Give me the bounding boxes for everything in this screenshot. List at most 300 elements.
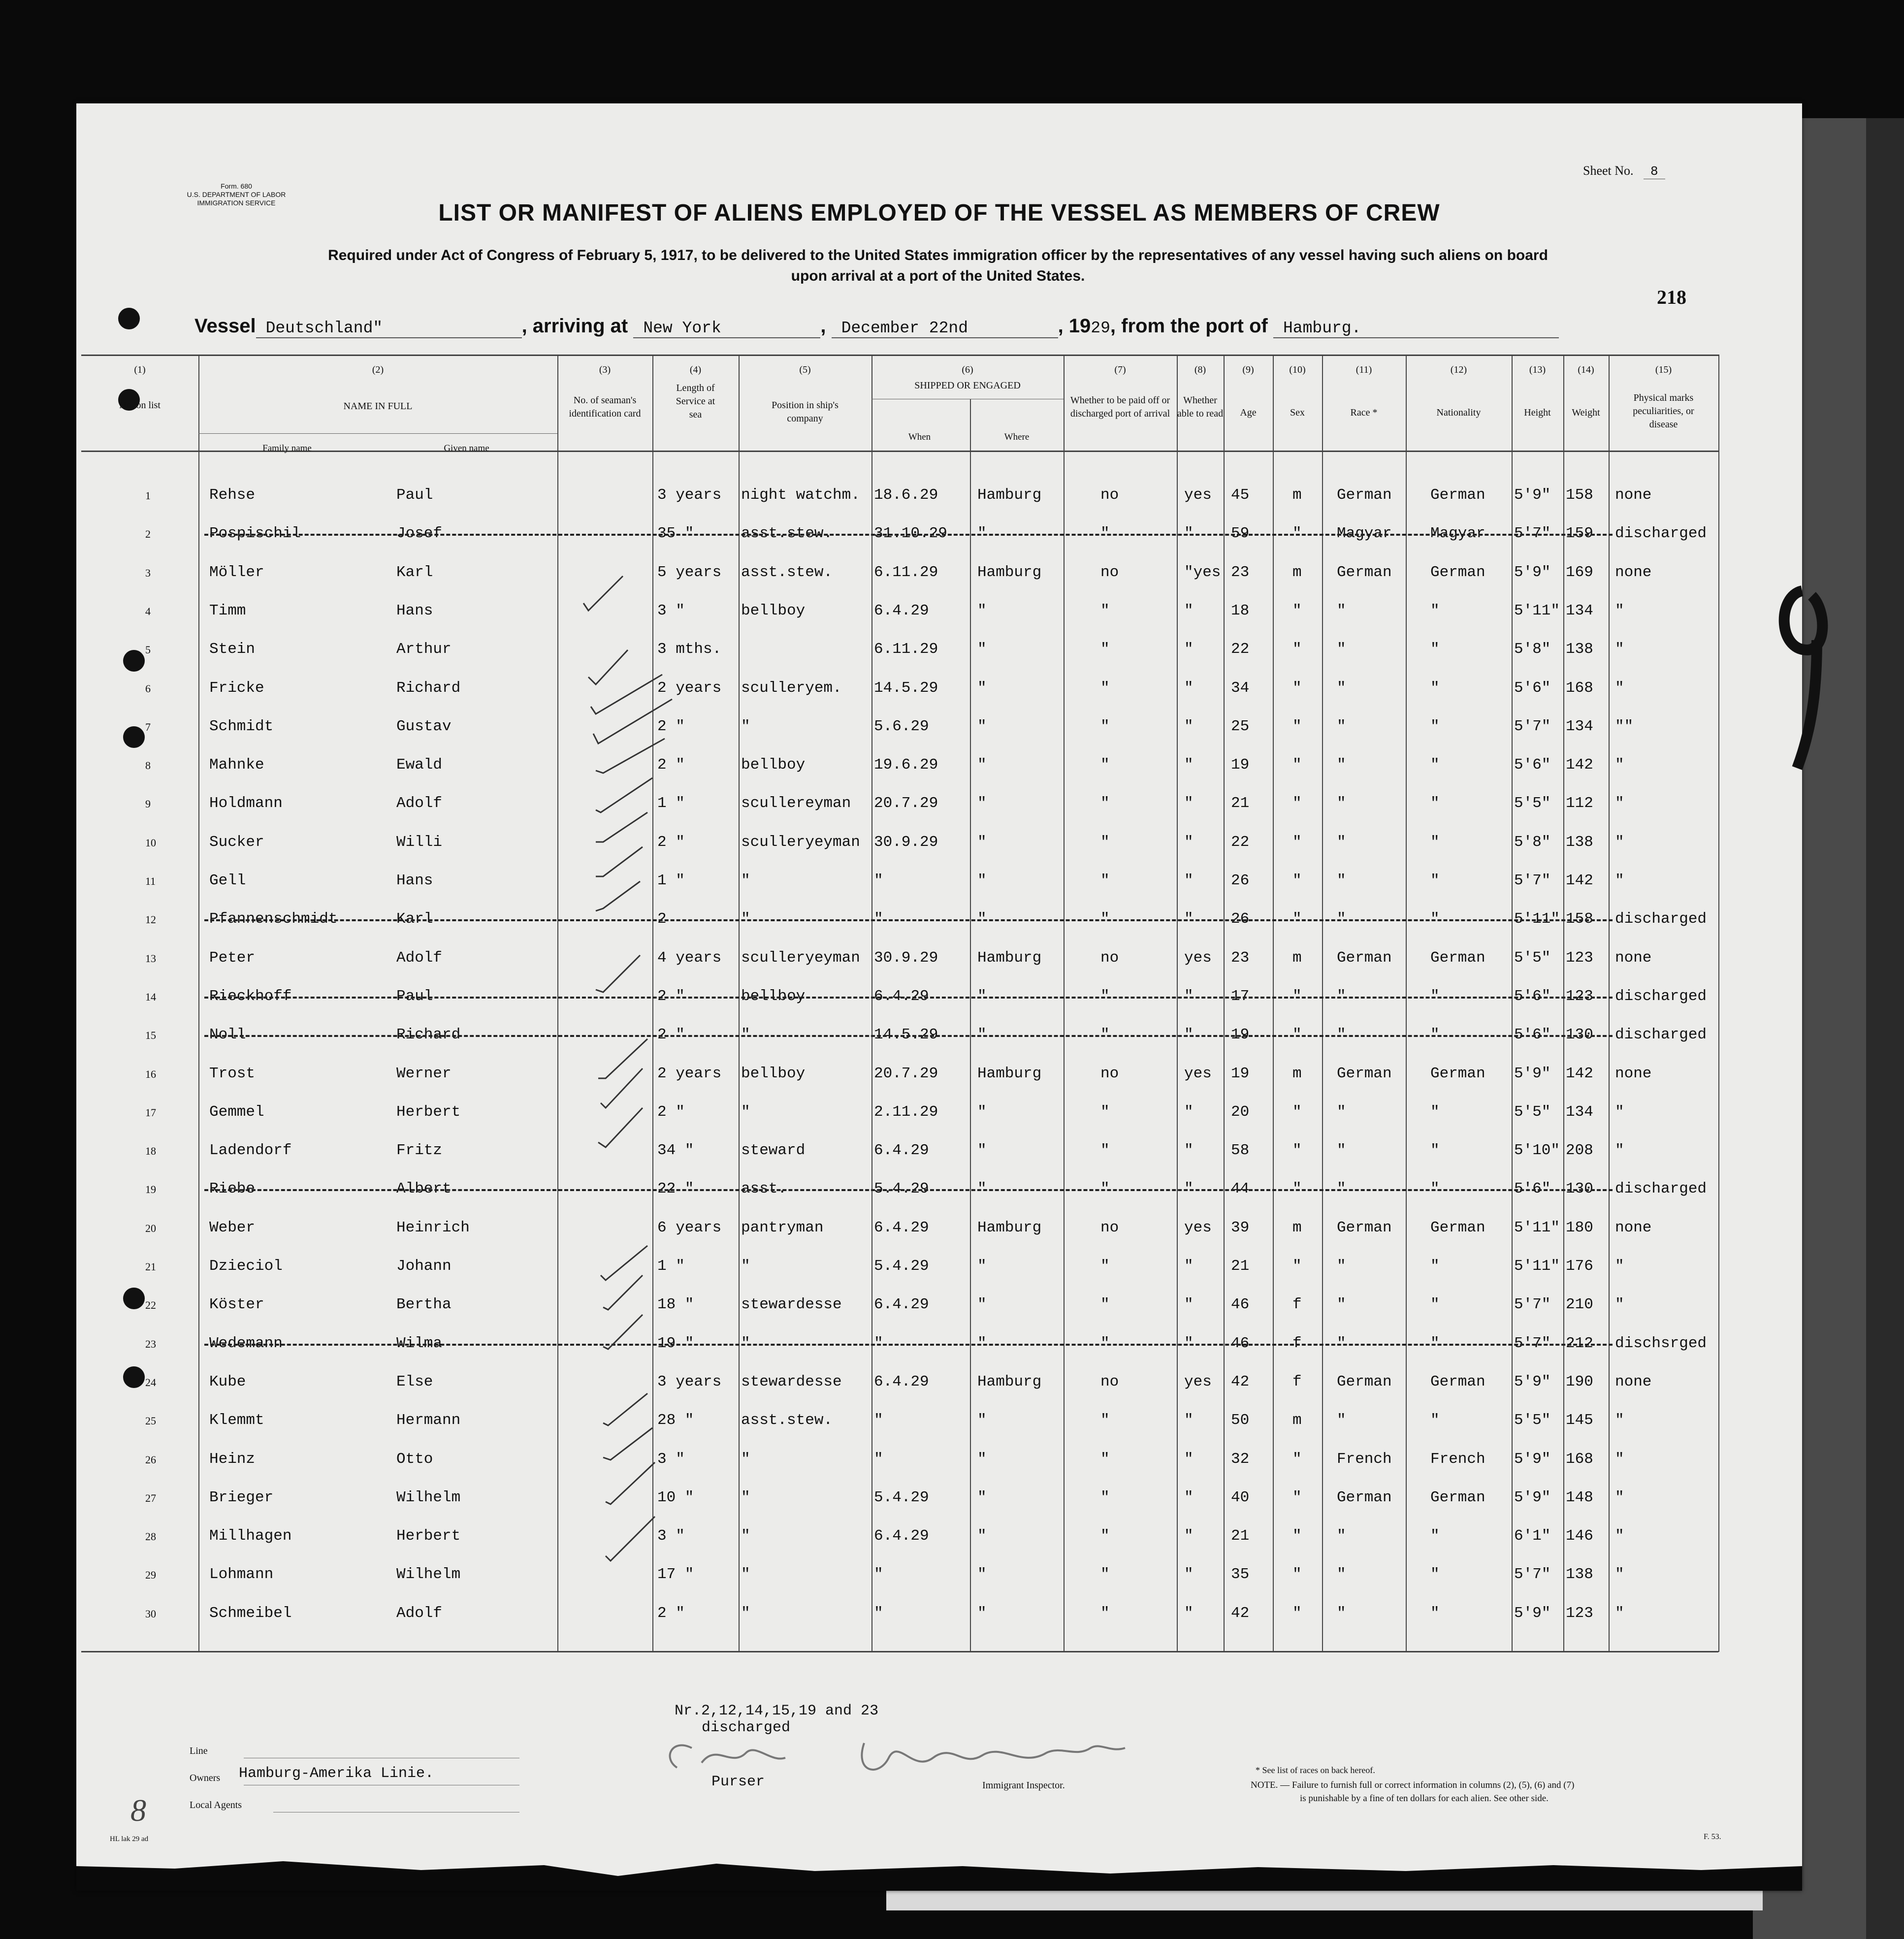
cell-height: 6'1"	[1514, 1527, 1551, 1545]
col-13-number: (13)	[1529, 364, 1546, 375]
cell-service: 22 "	[657, 1180, 694, 1198]
cell-age: 26	[1231, 872, 1250, 889]
table-row	[76, 863, 1802, 902]
cell-read: "	[1184, 872, 1194, 889]
cell-given: Adolf	[396, 949, 443, 967]
cell-given: Hans	[396, 872, 433, 889]
subheader-given-name: Given name	[444, 443, 489, 453]
cell-paid: "	[1100, 717, 1110, 735]
cell-given: Adolf	[396, 1604, 443, 1622]
cell-weight: 123	[1566, 1604, 1593, 1622]
cell-marks: "	[1615, 641, 1624, 658]
cell-height: 5'6"	[1514, 1180, 1551, 1198]
cell-when: 5.4.29	[874, 1258, 929, 1275]
cell-given: Johann	[396, 1258, 452, 1275]
cell-given: Gustav	[396, 717, 452, 735]
cell-race: "	[1337, 1026, 1346, 1044]
cell-service: 2 "	[657, 987, 685, 1005]
cell-where: "	[977, 1103, 987, 1121]
cell-race: "	[1337, 987, 1346, 1005]
table-row	[76, 1596, 1802, 1634]
cell-no: 6	[145, 682, 151, 695]
strikethrough-line	[204, 1189, 1613, 1193]
col-header-name: NAME IN FULL	[343, 401, 413, 412]
cell-race: "	[1337, 1604, 1346, 1622]
cell-race: "	[1337, 1334, 1346, 1352]
cell-when: 2.11.29	[874, 1103, 938, 1121]
cell-given: Karl	[396, 910, 433, 928]
cell-nationality: "	[1430, 679, 1440, 697]
cell-height: 5'11"	[1514, 910, 1560, 928]
from-label: , from the port of	[1110, 315, 1268, 337]
col-6-number: (6)	[962, 364, 973, 375]
form-code: F. 53.	[1704, 1833, 1721, 1841]
table-row	[76, 1519, 1802, 1557]
cell-marks: "	[1615, 1412, 1624, 1429]
cell-service: 1 "	[657, 1258, 685, 1275]
cell-service: 3 years	[657, 486, 722, 504]
cell-given: Albert	[396, 1180, 452, 1198]
cell-when: 14.5.29	[874, 679, 938, 697]
cell-where: "	[977, 1026, 987, 1044]
cell-no: 30	[145, 1607, 156, 1620]
cell-paid: "	[1100, 602, 1110, 619]
cell-where: "	[977, 833, 987, 851]
cell-family: Gemmel	[209, 1103, 264, 1121]
cell-position: pantryman	[741, 1219, 824, 1236]
cell-given: Arthur	[396, 641, 452, 658]
cell-no: 7	[145, 720, 151, 733]
cell-family: Lohmann	[209, 1566, 274, 1584]
cell-where: "	[977, 1566, 987, 1584]
cell-read: yes	[1184, 1065, 1212, 1082]
cell-family: Brieger	[209, 1488, 274, 1506]
cell-sex: m	[1292, 486, 1302, 504]
col-14-number: (14)	[1578, 364, 1594, 375]
cell-no: 9	[145, 798, 151, 810]
cell-age: 35	[1231, 1566, 1250, 1584]
cell-paid: "	[1100, 1026, 1110, 1044]
note-line-2: is punishable by a fine of ten dollars for each alien. See other side.	[1300, 1793, 1549, 1804]
cell-sex: m	[1292, 1065, 1302, 1082]
cell-read: "	[1184, 1488, 1194, 1506]
cell-service: 35 "	[657, 525, 694, 543]
cell-position: sculleryeyman	[741, 949, 860, 967]
cell-when: "	[874, 872, 883, 889]
cell-age: 25	[1231, 717, 1250, 735]
cell-marks: discharged	[1615, 1026, 1707, 1044]
cell-weight: 138	[1566, 1566, 1593, 1584]
cell-no: 15	[145, 1029, 156, 1042]
cell-weight: 168	[1566, 1450, 1593, 1468]
cell-when: 20.7.29	[874, 795, 938, 812]
cell-race: German	[1337, 1488, 1392, 1506]
table-row	[76, 979, 1802, 1017]
cell-service: 3 "	[657, 1527, 685, 1545]
cell-sex: m	[1292, 949, 1302, 967]
cell-position: bellboy	[741, 987, 806, 1005]
cell-position: bellboy	[741, 602, 806, 619]
cell-sex: "	[1292, 1142, 1302, 1160]
cell-race: "	[1337, 756, 1346, 774]
cell-position: "	[741, 1258, 750, 1275]
cell-when: "	[874, 1604, 883, 1622]
cell-weight: 190	[1566, 1373, 1593, 1390]
cell-read: "	[1184, 1566, 1194, 1584]
cell-sex: "	[1292, 1566, 1302, 1584]
cell-race: "	[1337, 1412, 1346, 1429]
cell-age: 23	[1231, 949, 1250, 967]
cell-sex: "	[1292, 872, 1302, 889]
cell-weight: 130	[1566, 1180, 1593, 1198]
cell-when: 5.4.29	[874, 1180, 929, 1198]
table-row	[76, 1287, 1802, 1325]
table-row	[76, 1442, 1802, 1480]
cell-sex: f	[1292, 1296, 1302, 1314]
races-note: * See list of races on back hereof.	[1256, 1765, 1375, 1775]
cell-height: 5'5"	[1514, 795, 1551, 812]
cell-marks: discharged	[1615, 525, 1707, 543]
cell-height: 5'7"	[1514, 1296, 1551, 1314]
cell-family: Köster	[209, 1296, 264, 1314]
cell-no: 22	[145, 1299, 156, 1312]
cell-race: "	[1337, 679, 1346, 697]
cell-given: Paul	[396, 987, 433, 1005]
cell-family: Noll	[209, 1026, 246, 1044]
cell-no: 29	[145, 1569, 156, 1582]
cell-marks: "	[1615, 1527, 1624, 1545]
cell-position: night watchm.	[741, 486, 860, 504]
cell-marks: dischsrged	[1615, 1334, 1707, 1352]
col-12-number: (12)	[1450, 364, 1467, 375]
cell-age: 44	[1231, 1180, 1250, 1198]
col-header-position: Position in ship's company	[772, 400, 839, 424]
cell-family: Peter	[209, 949, 256, 967]
cell-weight: 123	[1566, 949, 1593, 967]
cell-sex: "	[1292, 910, 1302, 928]
strikethrough-line	[204, 534, 1613, 537]
cell-sex: "	[1292, 1258, 1302, 1275]
department-name: U.S. DEPARTMENT OF LABOR	[187, 191, 286, 198]
cell-when: 6.4.29	[874, 602, 929, 619]
departure-port: Hamburg.	[1273, 319, 1559, 338]
cell-service: 2 "	[657, 1026, 685, 1044]
cell-family: Trost	[209, 1065, 256, 1082]
cell-service: 2 years	[657, 679, 722, 697]
cell-race: "	[1337, 795, 1346, 812]
torn-edge	[76, 1856, 1802, 1891]
cell-age: 17	[1231, 987, 1250, 1005]
col-header-paid-off: Whether to be paid off or discharged port of arrival	[1070, 395, 1170, 419]
cell-given: Wilma	[396, 1334, 443, 1352]
cell-position: "	[741, 1334, 750, 1352]
table-row	[76, 1133, 1802, 1171]
cell-marks: "	[1615, 1296, 1624, 1314]
cell-when: "	[874, 1334, 883, 1352]
cell-given: Richard	[396, 679, 461, 697]
table-row	[76, 1171, 1802, 1210]
cell-family: Holdmann	[209, 795, 283, 812]
cell-marks: "	[1615, 872, 1624, 889]
cell-paid: "	[1100, 872, 1110, 889]
cell-where: "	[977, 1488, 987, 1506]
cell-race: French	[1337, 1450, 1392, 1468]
cell-given: Hans	[396, 602, 433, 619]
cell-sex: "	[1292, 1026, 1302, 1044]
cell-position: "	[741, 1566, 750, 1584]
cell-position: "	[741, 1026, 750, 1044]
cell-read: "	[1184, 1334, 1194, 1352]
cell-when: 30.9.29	[874, 949, 938, 967]
col-10-number: (10)	[1289, 364, 1306, 375]
cell-marks: none	[1615, 949, 1652, 967]
col-2-number: (2)	[372, 364, 384, 375]
cell-read: yes	[1184, 1219, 1212, 1236]
cell-age: 45	[1231, 486, 1250, 504]
col-1-number: (1)	[134, 364, 146, 375]
cell-given: Paul	[396, 486, 433, 504]
cell-when: "	[874, 1450, 883, 1468]
cell-weight: 159	[1566, 525, 1593, 543]
col-header-length-service: Length of Service at sea	[676, 383, 715, 420]
cell-where: "	[977, 1296, 987, 1314]
cell-age: 23	[1231, 563, 1250, 581]
cell-nationality: "	[1430, 1604, 1440, 1622]
cell-weight: 142	[1566, 756, 1593, 774]
cell-race: "	[1337, 833, 1346, 851]
table-top-border	[81, 355, 1718, 356]
cell-weight: 176	[1566, 1258, 1593, 1275]
cell-nationality: "	[1430, 910, 1440, 928]
cell-height: 5'6"	[1514, 679, 1551, 697]
cell-no: 25	[145, 1415, 156, 1427]
col-header-weight: Weight	[1572, 407, 1600, 418]
cell-race: German	[1337, 949, 1392, 967]
cell-no: 8	[145, 759, 151, 772]
cell-service: 1 "	[657, 795, 685, 812]
cell-weight: 146	[1566, 1527, 1593, 1545]
cell-family: Weber	[209, 1219, 256, 1236]
cell-given: Josef	[396, 525, 443, 543]
cell-where: "	[977, 717, 987, 735]
page-title: LIST OR MANIFEST OF ALIENS EMPLOYED OF THE VESSEL AS MEMBERS OF CREW	[438, 200, 1440, 226]
cell-weight: 168	[1566, 679, 1593, 697]
cell-when: "	[874, 1566, 883, 1584]
manifest-page	[76, 103, 1802, 1891]
cell-height: 5'7"	[1514, 717, 1551, 735]
sheet-number-block	[1583, 163, 1665, 179]
cell-given: Wilhelm	[396, 1566, 461, 1584]
strikethrough-line	[204, 997, 1613, 1000]
cell-weight: 123	[1566, 987, 1593, 1005]
cell-where: "	[977, 987, 987, 1005]
cell-paid: no	[1100, 1219, 1119, 1236]
cell-marks: "	[1615, 1142, 1624, 1160]
cell-paid: "	[1100, 641, 1110, 658]
cell-paid: "	[1100, 1180, 1110, 1198]
cell-height: 5'8"	[1514, 833, 1551, 851]
discharged-note-numbers: Nr.2,12,14,15,19 and 23	[675, 1703, 879, 1719]
cell-family: Dzieciol	[209, 1258, 283, 1275]
cell-age: 58	[1231, 1142, 1250, 1160]
cell-when: 5.6.29	[874, 717, 929, 735]
cell-age: 19	[1231, 756, 1250, 774]
cell-service: 3 years	[657, 1373, 722, 1390]
cell-age: 18	[1231, 602, 1250, 619]
cell-read: "	[1184, 1103, 1194, 1121]
cell-given: Herbert	[396, 1527, 461, 1545]
cell-no: 21	[145, 1260, 156, 1273]
cell-race: "	[1337, 910, 1346, 928]
cell-height: 5'5"	[1514, 1412, 1551, 1429]
table-row	[76, 786, 1802, 824]
cell-age: 46	[1231, 1296, 1250, 1314]
cell-weight: 212	[1566, 1334, 1593, 1352]
cell-weight: 130	[1566, 1026, 1593, 1044]
cell-race: "	[1337, 1258, 1346, 1275]
cell-position: "	[741, 1604, 750, 1622]
cell-read: "	[1184, 1450, 1194, 1468]
cell-sex: "	[1292, 525, 1302, 543]
cell-marks: none	[1615, 1065, 1652, 1082]
cell-service: 2 "	[657, 717, 685, 735]
cell-nationality: "	[1430, 795, 1440, 812]
cell-age: 42	[1231, 1604, 1250, 1622]
cell-weight: 158	[1566, 910, 1593, 928]
strikethrough-line	[204, 919, 1613, 923]
cell-family: Pospischil	[209, 525, 301, 543]
cell-nationality: "	[1430, 641, 1440, 658]
cell-no: 27	[145, 1491, 156, 1504]
cell-sex: "	[1292, 679, 1302, 697]
table-row	[76, 671, 1802, 709]
cell-no: 1	[145, 489, 151, 502]
cell-weight: 134	[1566, 602, 1593, 619]
cell-service: 3 "	[657, 1450, 685, 1468]
cell-nationality: "	[1430, 602, 1440, 619]
table-row	[76, 825, 1802, 863]
cell-read: "	[1184, 756, 1194, 774]
cell-read: "	[1184, 717, 1194, 735]
cell-position: sculleryem.	[741, 679, 842, 697]
cell-family: Klemmt	[209, 1412, 264, 1429]
cell-when: "	[874, 910, 883, 928]
cell-height: 5'7"	[1514, 525, 1551, 543]
cell-service: 19 "	[657, 1334, 694, 1352]
cell-when: 6.4.29	[874, 1142, 929, 1160]
table-row	[76, 1403, 1802, 1441]
cell-read: yes	[1184, 949, 1212, 967]
cell-position: "	[741, 872, 750, 889]
cell-paid: "	[1100, 833, 1110, 851]
cell-where: Hamburg	[977, 1373, 1042, 1390]
table-bottom-border	[81, 1651, 1718, 1652]
cell-nationality: "	[1430, 1296, 1440, 1314]
cell-no: 11	[145, 875, 156, 887]
cell-where: "	[977, 795, 987, 812]
table-row	[76, 1480, 1802, 1519]
cell-read: "	[1184, 1527, 1194, 1545]
cell-paid: no	[1100, 563, 1119, 581]
cell-no: 13	[145, 952, 156, 965]
cell-paid: no	[1100, 486, 1119, 504]
cell-given: Karl	[396, 563, 433, 581]
cell-nationality: "	[1430, 1258, 1440, 1275]
cell-height: 5'5"	[1514, 949, 1551, 967]
col-header-able-read: Whether able to read	[1177, 395, 1224, 419]
cell-sex: m	[1292, 563, 1302, 581]
cell-family: Pfannenschmidt	[209, 910, 338, 928]
cell-weight: 208	[1566, 1142, 1593, 1160]
cell-age: 22	[1231, 641, 1250, 658]
stamp-text: HL lak 29 ad	[110, 1835, 149, 1843]
cell-height: 5'6"	[1514, 756, 1551, 774]
cell-where: "	[977, 1527, 987, 1545]
cell-sex: "	[1292, 756, 1302, 774]
cell-nationality: "	[1430, 1334, 1440, 1352]
cell-service: 1 "	[657, 872, 685, 889]
col-header-sex: Sex	[1290, 407, 1305, 418]
cell-where: Hamburg	[977, 949, 1042, 967]
cell-height: 5'9"	[1514, 1604, 1551, 1622]
col-5-number: (5)	[799, 364, 811, 375]
cell-nationality: "	[1430, 756, 1440, 774]
cell-paid: "	[1100, 1258, 1110, 1275]
cell-where: Hamburg	[977, 563, 1042, 581]
cell-when: 6.4.29	[874, 1219, 929, 1236]
cell-marks: none	[1615, 486, 1652, 504]
local-agents-label: Local Agents	[190, 1800, 242, 1810]
cell-read: "	[1184, 1180, 1194, 1198]
cell-race: German	[1337, 563, 1392, 581]
cell-given: Heinrich	[396, 1219, 470, 1236]
cell-marks: "	[1615, 1258, 1624, 1275]
cell-paid: "	[1100, 1142, 1110, 1160]
cell-age: 59	[1231, 525, 1250, 543]
cell-height: 5'5"	[1514, 1103, 1551, 1121]
note-line-1: NOTE. — Failure to furnish full or correct information in columns (2), (5), (6) and (7)	[1251, 1780, 1575, 1790]
col-header-shipped: SHIPPED OR ENGAGED	[914, 380, 1021, 391]
cell-when: 31.10.29	[874, 525, 947, 543]
cell-weight: 142	[1566, 1065, 1593, 1082]
cell-where: "	[977, 872, 987, 889]
cell-no: 24	[145, 1376, 156, 1389]
cell-height: 5'11"	[1514, 602, 1560, 619]
col-15-number: (15)	[1655, 364, 1672, 375]
cell-when: 20.7.29	[874, 1065, 938, 1082]
cell-marks: "	[1615, 679, 1624, 697]
cell-race: "	[1337, 717, 1346, 735]
cell-service: 34 "	[657, 1142, 694, 1160]
background-sheet-edge-dark	[1866, 118, 1904, 1939]
col-header-race: Race *	[1350, 407, 1378, 418]
cell-sex: "	[1292, 602, 1302, 619]
cell-age: 20	[1231, 1103, 1250, 1121]
cell-read: "	[1184, 641, 1194, 658]
cell-marks: none	[1615, 563, 1652, 581]
cell-nationality: German	[1430, 1373, 1485, 1390]
cell-marks: "	[1615, 1604, 1624, 1622]
cell-paid: no	[1100, 1373, 1119, 1390]
cell-height: 5'9"	[1514, 563, 1551, 581]
cell-no: 2	[145, 528, 151, 541]
cell-nationality: "	[1430, 1180, 1440, 1198]
cell-service: 28 "	[657, 1412, 694, 1429]
cell-service: 2 years	[657, 1065, 722, 1082]
cell-nationality: Magyar	[1430, 525, 1485, 543]
arrival-year: 29	[1091, 319, 1110, 337]
cell-position: steward	[741, 1142, 806, 1160]
